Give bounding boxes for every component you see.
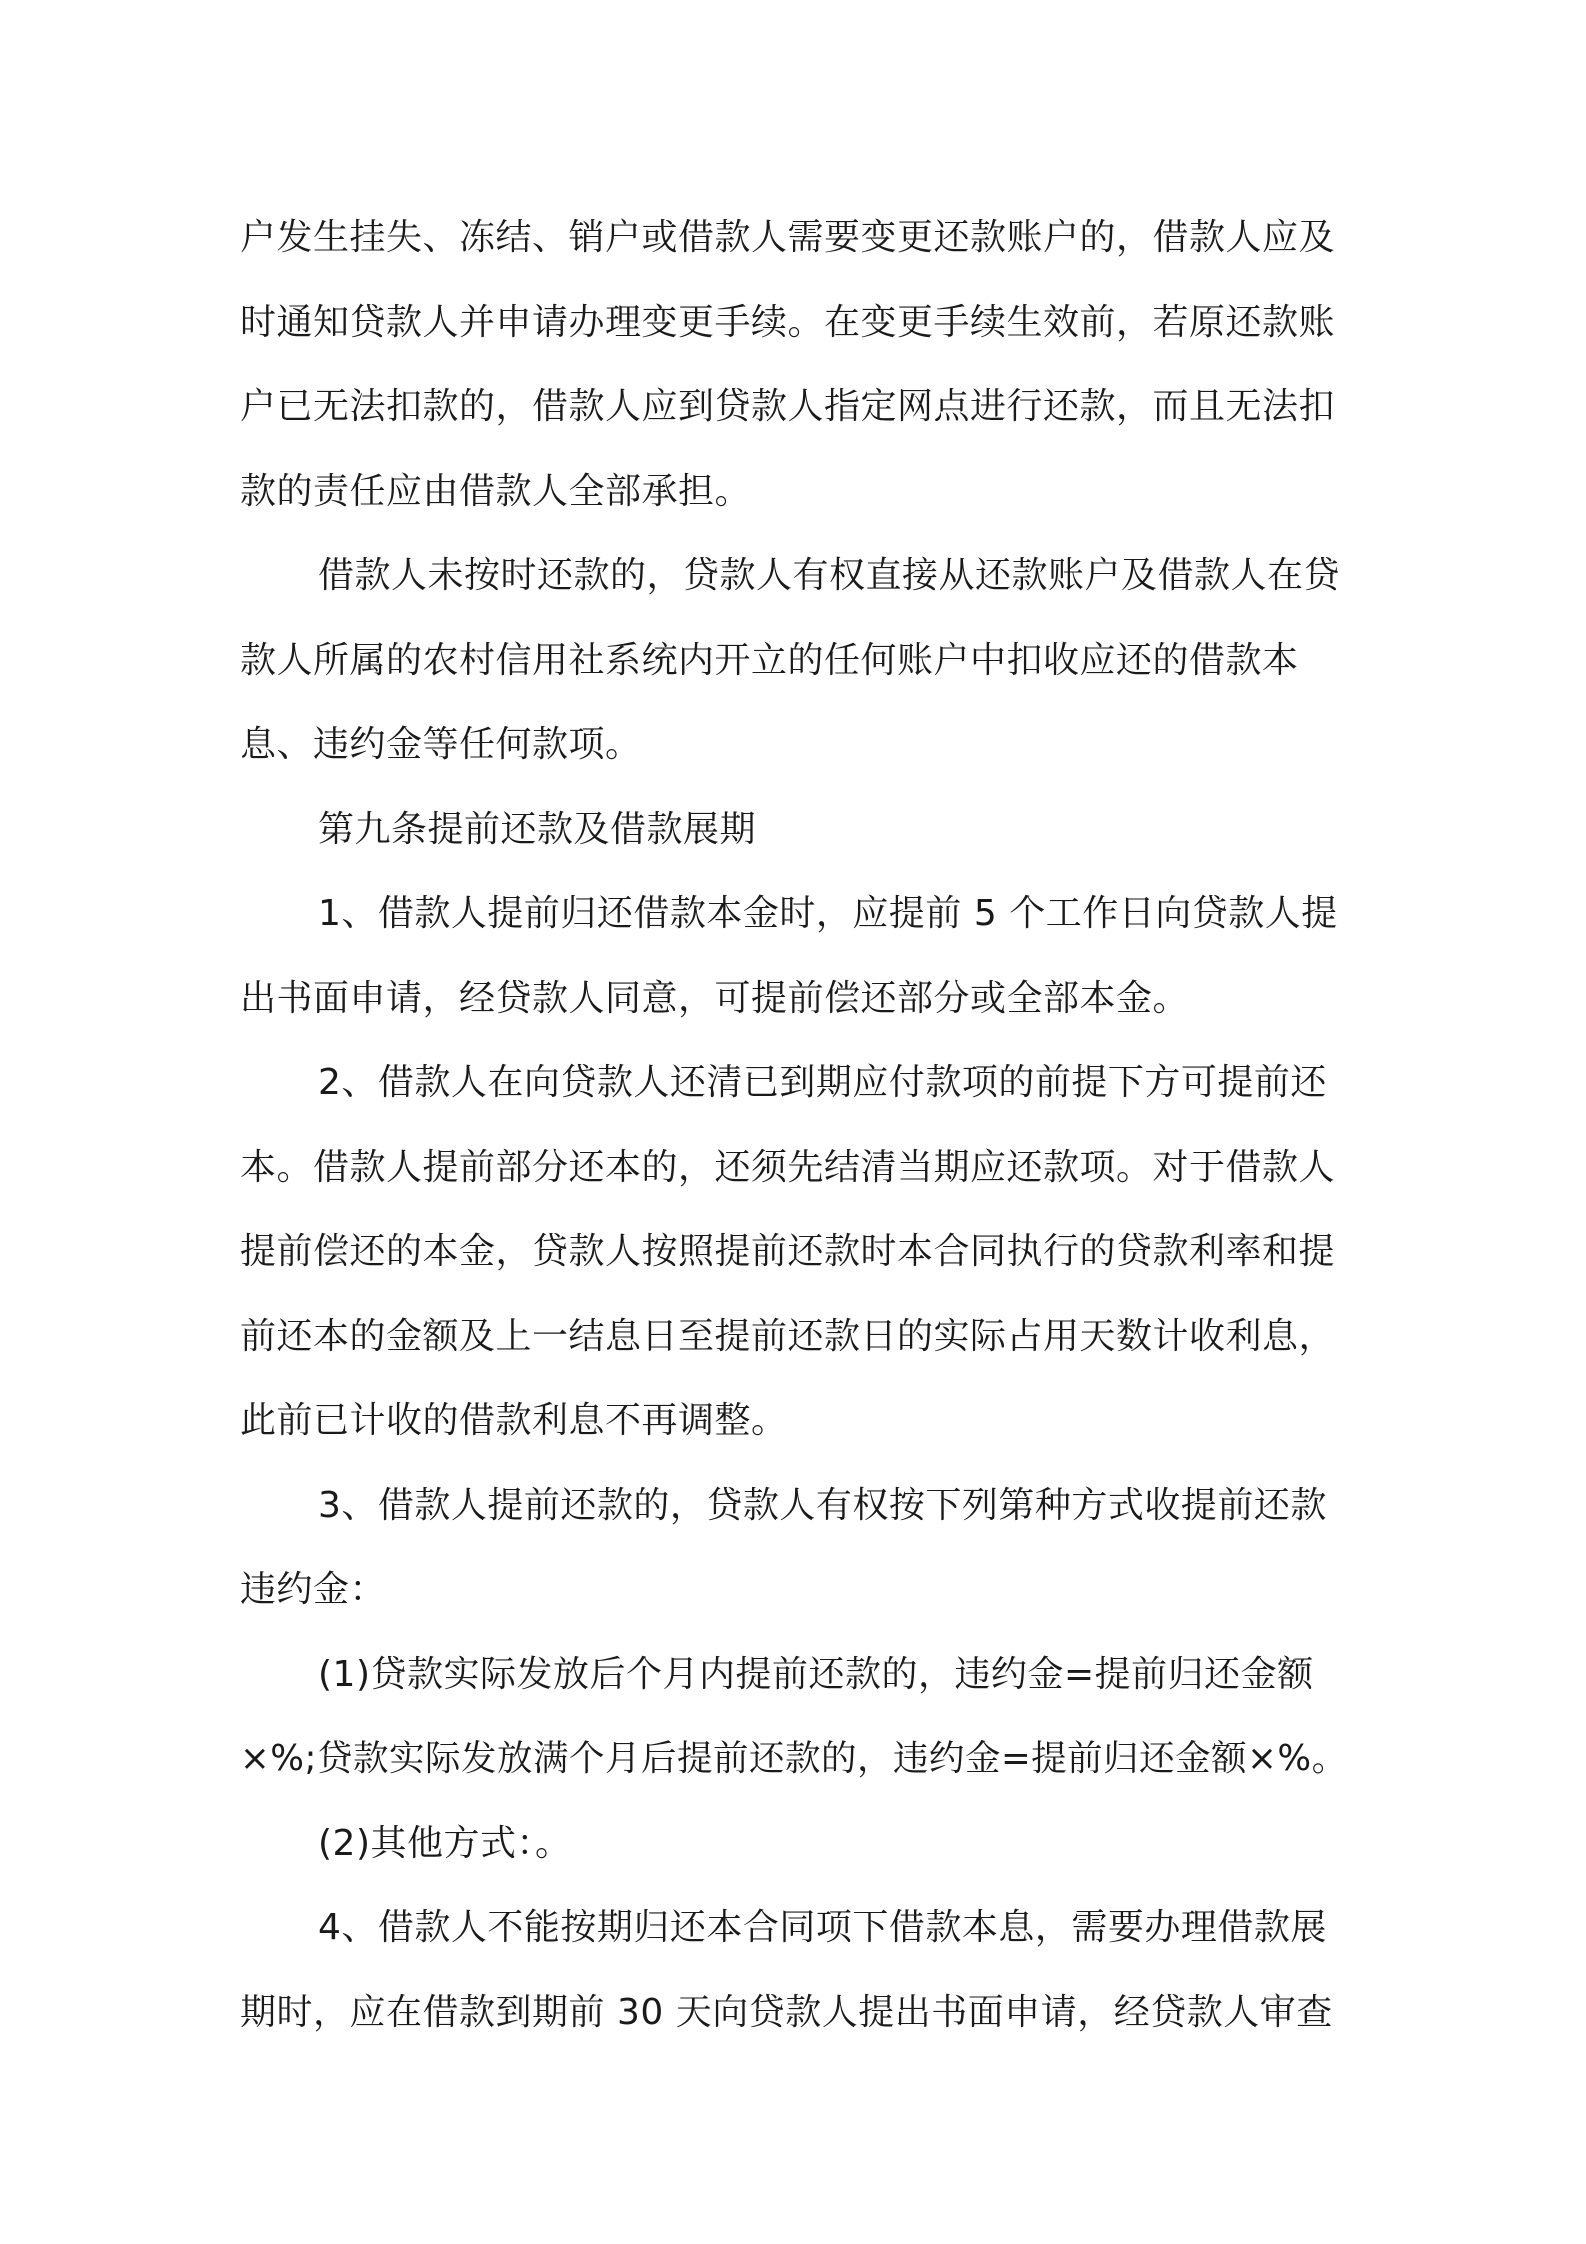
document-line: 3、借款人提前还款的，贷款人有权按下列第种方式收提前还款 [318, 1484, 1327, 1526]
document-line: 提前偿还的本金，贷款人按照提前还款时本合同执行的贷款利率和提 [240, 1231, 1336, 1272]
document-line: 本。借款人提前部分还本的，还须先结清当期应还款项。对于借款人 [240, 1146, 1336, 1188]
document-line: 时通知贷款人并申请办理变更手续。在变更手续生效前，若原还款账 [240, 301, 1336, 343]
document-line: 4、借款人不能按期归还本合同项下借款本息，需要办理借款展 [318, 1907, 1327, 1948]
document-line: (1)贷款实际发放后个月内提前还款的，违约金=提前归还金额 [318, 1653, 1314, 1695]
document-line: 期时，应在借款到期前 30 天向贷款人提出书面申请，经贷款人审查 [240, 1991, 1333, 2033]
document-line: 1、借款人提前归还借款本金时，应提前 5 个工作日向贷款人提 [318, 893, 1338, 934]
document-line: ×%;贷款实际发放满个月后提前还款的，违约金=提前归还金额×%。 [240, 1738, 1348, 1779]
document-line: 款人所属的农村信用社系统内开立的任何账户中扣收应还的借款本 [240, 639, 1299, 681]
document-line: 款的责任应由借款人全部承担。 [240, 470, 752, 512]
document-line: 2、借款人在向贷款人还清已到期应付款项的前提下方可提前还 [318, 1062, 1327, 1103]
document-line: 借款人未按时还款的，贷款人有权直接从还款账户及借款人在贷 [318, 555, 1341, 596]
document-line: 违约金： [240, 1569, 387, 1610]
document-line: 第九条提前还款及借款展期 [318, 808, 757, 850]
document-line: 前还本的金额及上一结息日至提前还款日的实际占用天数计收利息， [240, 1315, 1336, 1357]
document-line: 出书面申请，经贷款人同意，可提前偿还部分或全部本金。 [240, 977, 1190, 1019]
document-line: 户发生挂失、冻结、销户或借款人需要变更还款账户的，借款人应及 [240, 217, 1336, 258]
document-body [240, 196, 1360, 2055]
document-line: 此前已计收的借款利息不再调整。 [240, 1400, 788, 1441]
document-line: 户已无法扣款的，借款人应到贷款人指定网点进行还款，而且无法扣 [240, 386, 1336, 427]
document-line: (2)其他方式：。 [318, 1822, 572, 1864]
document-line: 息、违约金等任何款项。 [240, 724, 642, 765]
